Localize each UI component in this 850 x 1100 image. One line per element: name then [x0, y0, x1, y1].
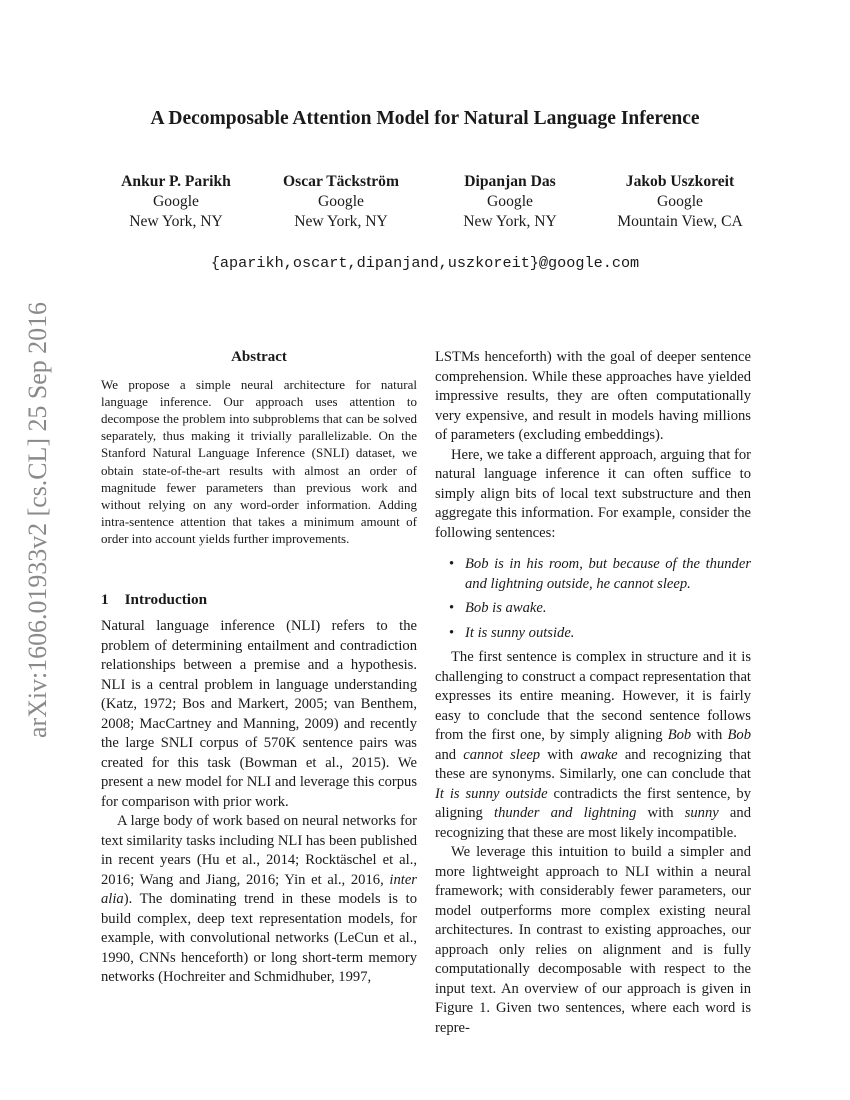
abstract-text: We propose a simple neural architecture for natural language inference. Our approach uses attention to decompose the problem into subproblems that can be solved separately, thus making it trivially parallelizable. On the Stanford Natural Language Inference (SNLI) dataset, we obtain state-of-the-art results with almost an order of magnitude fewer parameters than previous work and without relying on any word-order information. Adding intra-sentence attention that takes a minimum amount of order into account yields further improvements.: [101, 376, 417, 547]
author-name: Oscar Täckström: [283, 173, 399, 190]
arxiv-watermark: [0, 300, 64, 740]
arxiv-id: arXiv:1606.01933v2 [cs.CL] 25 Sep 2016: [22, 300, 52, 738]
intro-paragraph-5: The first sentence is complex in structure and it is challenging to construct a compact representation that expresses its entire meaning. However, it is fairly easy to conclude that the second sentence follows from the first one, by simply aligning Bob with Bob and cannot sleep with awake and recognizing that these are synonyms. Similarly, one can conclude that It is sunny outside contradicts the first sentence, by aligning thunder and lightning with sunny and recognizing that these are most likely incompatible.: [435, 649, 751, 841]
example-sentences: [435, 555, 751, 643]
author-name: Dipanjan Das: [464, 173, 556, 190]
intro-paragraph-3: LSTMs henceforth) with the goal of deeper sentence comprehension. While these approaches have yielded impressive results, they are often computationally very expensive, and result in models having millions of parameters (excluding embeddings).: [435, 349, 751, 443]
section-number: 1: [101, 590, 109, 608]
right-column: [435, 348, 751, 1038]
abstract-heading: Abstract: [231, 349, 287, 365]
author-4: [585, 172, 775, 232]
author-emails: {aparikh,oscart,dipanjand,uszkoreit}@google.com: [210, 254, 640, 272]
example-sentence: • Bob is in his room, but because of the thunder and lightning outside, he cannot sleep.: [465, 555, 751, 594]
author-location: New York, NY: [463, 213, 557, 230]
author-location: New York, NY: [129, 213, 223, 230]
section-title: Introduction: [124, 590, 208, 608]
author-3: [415, 172, 605, 232]
intro-paragraph-4: Here, we take a different approach, arguing that for natural language inference it can often suffice to simply align bits of local text substructure and then aggregate this information. For example, consider the following sentences:: [435, 446, 751, 541]
author-location: New York, NY: [294, 213, 388, 230]
author-1: [81, 172, 271, 232]
author-affiliation: Google: [657, 193, 703, 210]
example-sentence: • Bob is awake.: [465, 599, 751, 619]
intro-paragraph-2: A large body of work based on neural networks for text similarity tasks including NLI has been published in recent years (Hu et al., 2014; Rocktäschel et al., 2016; Wang and Jiang, 2016; Yin et al., 2016, inter alia). The dominating trend in these models is to build complex, deep text representation models, for example, with convolutional networks (LeCun et al., 1990, CNNs henceforth) or long short-term memory networks (Hochreiter and Schmidhuber, 1997,: [101, 813, 417, 986]
author-name: Jakob Uszkoreit: [625, 173, 735, 190]
example-sentence: • It is sunny outside.: [465, 624, 751, 644]
author-affiliation: Google: [318, 193, 364, 210]
author-name: Ankur P. Parikh: [121, 173, 231, 190]
left-column: [101, 348, 417, 988]
author-affiliation: Google: [153, 193, 199, 210]
intro-paragraph-1: Natural language inference (NLI) refers to the problem of determining entailment and contradiction relationships between a premise and a hypothesis. NLI is a central problem in language understanding (Katz, 1972; Bos and Markert, 2005; van Benthem, 2008; MacCartney and Manning, 2009) and recently the large SNLI corpus of 570K sentence pairs was created for this task (Bowman et al., 2015). We present a new model for NLI and leverage this corpus for comparison with prior work.: [101, 618, 417, 810]
intro-paragraph-6: We leverage this intuition to build a simpler and more lightweight approach to NLI within a neural framework; with considerably fewer parameters, our model outperforms more complex existing neural architectures. In contrast to existing approaches, our approach only relies on alignment and is fully computationally decomposable with respect to the input text. An overview of our approach is given in Figure 1. Given two sentences, where each word is repre-: [435, 844, 751, 1036]
section-heading-introduction: [101, 590, 417, 610]
author-location: Mountain View, CA: [617, 213, 743, 230]
paper-title: A Decomposable Attention Model for Natural Language Inference: [150, 108, 700, 129]
author-2: [246, 172, 436, 232]
author-block: [0, 172, 850, 242]
author-affiliation: Google: [487, 193, 533, 210]
